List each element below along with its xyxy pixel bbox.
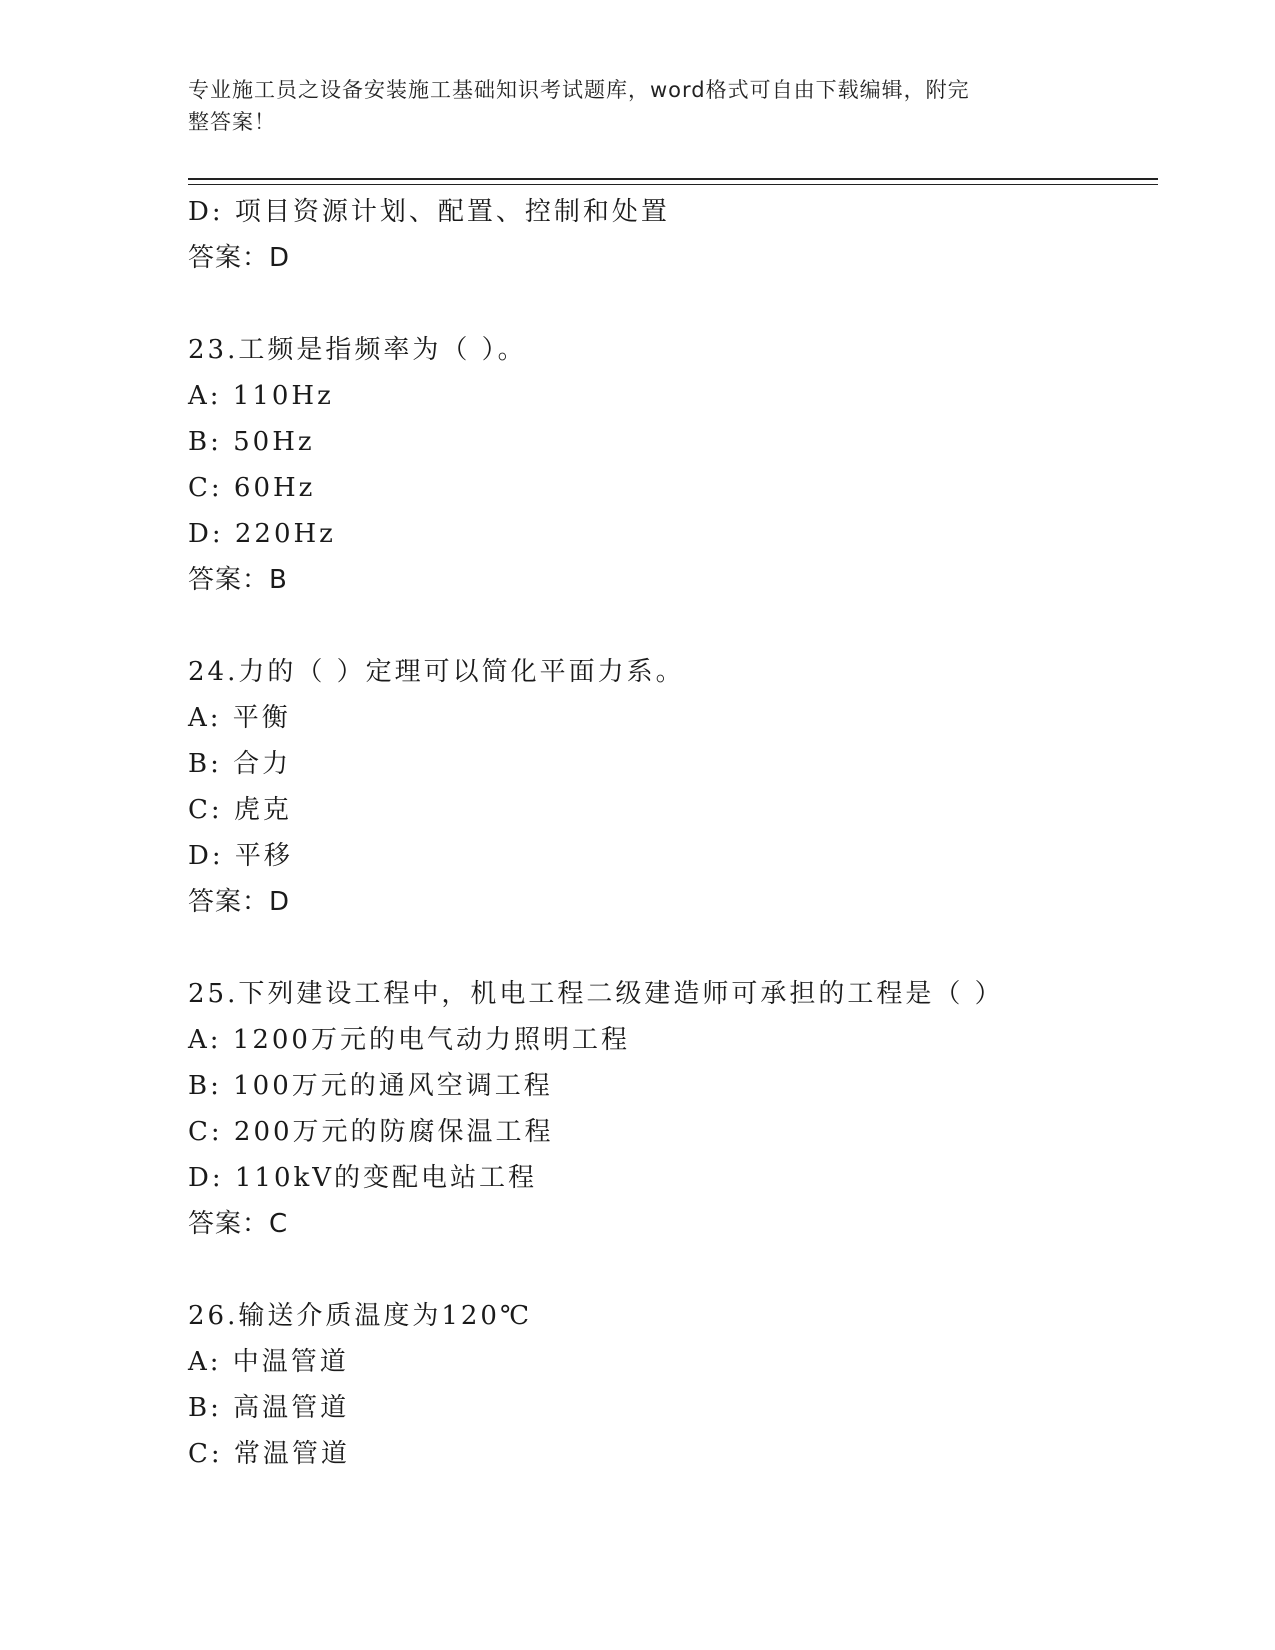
question-stem: 25.下列建设工程中，机电工程二级建造师可承担的工程是（ ）: [188, 979, 1004, 1009]
question-stem: 26.输送介质温度为120℃: [188, 1301, 533, 1331]
option-c: C: 200万元的防腐保温工程: [188, 1117, 554, 1147]
option-d: D: 平移: [188, 841, 293, 871]
option-c: C: 常温管道: [188, 1439, 350, 1469]
option-a: A: 110Hz: [188, 381, 334, 411]
spacer: [188, 281, 1158, 327]
option-b: B: 高温管道: [188, 1393, 350, 1423]
question-block-25: [188, 971, 1158, 1247]
header-divider-thick: [188, 178, 1158, 180]
spacer: [188, 925, 1158, 971]
question-stem: 23.工频是指频率为（ ）。: [188, 335, 527, 365]
question-stem: 24.力的（ ）定理可以简化平面力系。: [188, 657, 685, 687]
question-list: [188, 189, 1158, 1477]
option-d: D: 项目资源计划、配置、控制和处置: [188, 197, 670, 227]
document-header: [188, 74, 1068, 138]
option-b: B: 50Hz: [188, 427, 315, 457]
option-c: C: 虎克: [188, 795, 292, 825]
spacer: [188, 603, 1158, 649]
option-c: C: 60Hz: [188, 473, 316, 503]
header-divider-thin: [188, 184, 1158, 185]
option-d: D: 110kV的变配电站工程: [188, 1163, 538, 1193]
option-b: B: 合力: [188, 749, 292, 779]
answer-line: 答案：D: [188, 887, 291, 917]
answer-line: 答案：C: [188, 1209, 289, 1239]
option-a: A: 中温管道: [188, 1347, 349, 1377]
answer-line: 答案：B: [188, 565, 288, 595]
question-block-prev: [188, 189, 1158, 281]
question-block-26: [188, 1293, 1158, 1477]
option-a: A: 平衡: [188, 703, 291, 733]
header-line-2: 整答案！: [188, 110, 276, 134]
question-block-23: [188, 327, 1158, 603]
option-d: D: 220Hz: [188, 519, 336, 549]
answer-line: 答案：D: [188, 243, 291, 273]
spacer: [188, 1247, 1158, 1293]
header-line-1: 专业施工员之设备安装施工基础知识考试题库，word格式可自由下载编辑，附完: [188, 78, 970, 102]
option-a: A: 1200万元的电气动力照明工程: [188, 1025, 630, 1055]
question-block-24: [188, 649, 1158, 925]
option-b: B: 100万元的通风空调工程: [188, 1071, 553, 1101]
